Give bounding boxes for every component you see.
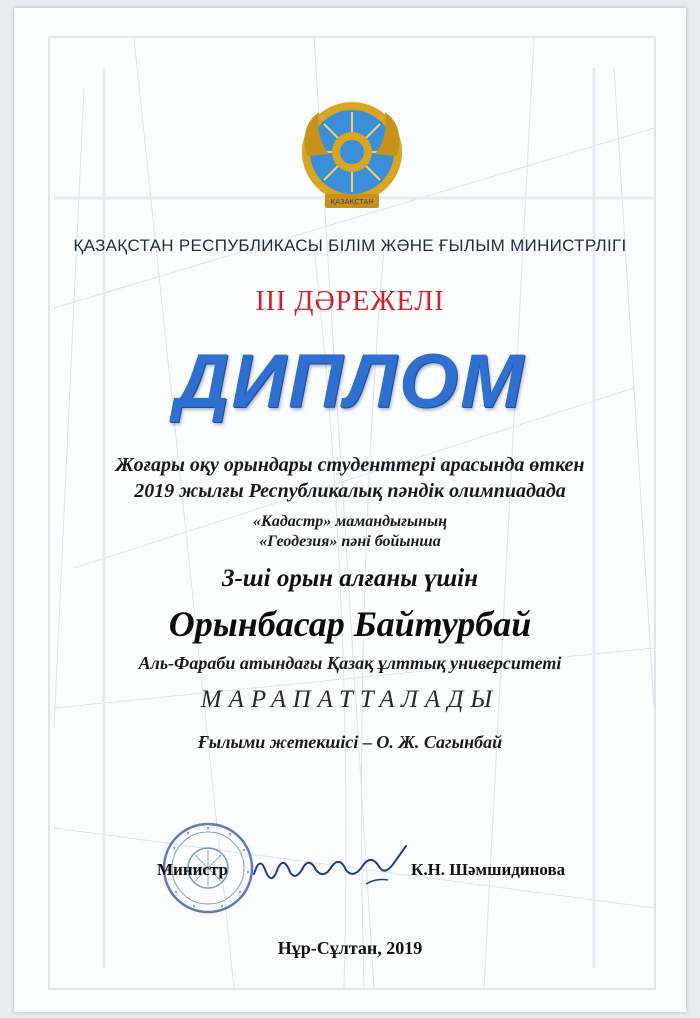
event-line-1: Жоғары оқу орындары студенттері арасында өткен (115, 454, 585, 476)
degree-label: III ДӘРЕЖЕЛІ (255, 286, 445, 317)
subject-line: «Геодезия» пәні бойынша (259, 533, 441, 550)
diploma-sheet (14, 8, 686, 1012)
emblem-text: ҚАЗАҚСТАН (330, 198, 374, 206)
state-emblem-icon (295, 96, 409, 216)
city-year: Нұр-Сұлтан, 2019 (277, 938, 423, 958)
recipient-name: Орынбасар Байтурбай (168, 604, 532, 644)
minister-signature (246, 840, 416, 896)
specialty-block (14, 512, 686, 552)
minister-label: Министр (157, 860, 228, 879)
event-description (14, 452, 686, 504)
minister-name: К.Н. Шәмшидинова (411, 860, 566, 879)
advisor-line: Ғылыми жетекшісі – О. Ж. Сагынбай (197, 732, 503, 752)
university-name: Аль-Фараби атындағы Қазақ ұлттық университеті (138, 653, 562, 673)
specialty-line: «Кадастр» мамандығының (252, 513, 448, 530)
award-word: МАРАПАТТАЛАДЫ (200, 686, 500, 713)
ministry-heading: ҚАЗАҚСТАН РЕСПУБЛИКАСЫ БІЛІМ ЖӘНЕ ҒЫЛЫМ МИНИСТРЛІГІ (73, 236, 627, 255)
diploma-title: ДИПЛОМ (174, 339, 526, 424)
place-line: 3-ші орын алғаны үшін (221, 565, 478, 592)
event-line-2: 2019 жылғы Республикалық пәндік олимпиадада (134, 480, 566, 502)
